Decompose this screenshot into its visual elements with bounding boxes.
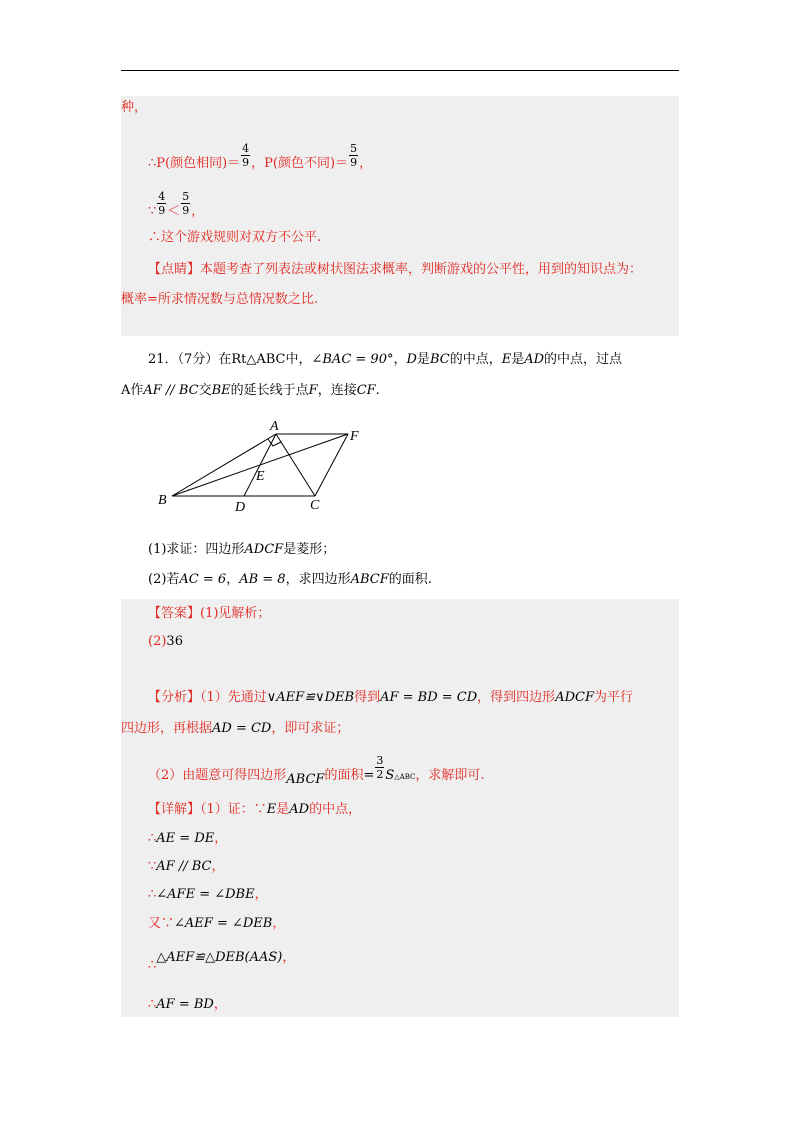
math: S	[385, 768, 395, 783]
detail-line	[148, 997, 227, 1013]
math: E	[266, 802, 277, 817]
detail-line	[148, 950, 296, 973]
math: BC	[429, 352, 450, 367]
label-b: B	[158, 493, 167, 508]
text: 得到	[354, 690, 381, 705]
text: ，	[272, 916, 286, 931]
text: 21．（7分）在	[148, 352, 232, 367]
fraction	[349, 142, 358, 169]
analysis-line	[148, 754, 485, 789]
because-symbol: ∵	[148, 204, 157, 219]
text: 是	[416, 352, 430, 367]
analysis-line	[148, 690, 633, 706]
text: 的中点，	[449, 352, 502, 367]
math: AD = CD	[212, 721, 272, 736]
comment-line: 概率=所求情况数与总情况数之比.	[121, 292, 319, 307]
math: ADCF	[244, 542, 284, 557]
math: E	[501, 352, 512, 367]
text: 的面积	[324, 768, 364, 783]
question-line	[121, 383, 380, 399]
question-part-2	[148, 572, 432, 588]
math: AF = BD	[156, 997, 214, 1012]
because-symbol: 又∵	[148, 916, 175, 931]
text: (2)若	[148, 572, 180, 587]
label-e: E	[256, 469, 265, 484]
math: AF // BC	[143, 383, 199, 398]
text: 【分析】（1）先通过	[148, 690, 267, 705]
text: 是菱形；	[283, 542, 336, 557]
math: Rt△ABC	[231, 352, 286, 367]
text: 的面积.	[388, 572, 432, 587]
text: ，求四边形	[285, 572, 351, 587]
math: ∠AFE = ∠DBE	[156, 887, 255, 902]
label-d: D	[235, 500, 246, 515]
punctuation: ，	[191, 204, 205, 219]
therefore-symbol: ∴	[148, 997, 157, 1012]
text: .	[375, 383, 380, 398]
text: ，得到四边形	[477, 690, 556, 705]
answer-line: 【答案】(1)见解析；	[148, 606, 271, 621]
header-rule	[121, 70, 679, 71]
math: AC = 6	[179, 572, 227, 587]
therefore-symbol: ∴	[148, 958, 157, 973]
detail-line	[148, 831, 227, 847]
text: 为平行	[593, 690, 633, 705]
label-a: A	[270, 419, 279, 434]
punctuation: ，	[359, 156, 373, 171]
analysis-line	[121, 721, 349, 737]
therefore-symbol: ∴	[148, 887, 157, 902]
math: AE = DE	[156, 831, 215, 846]
detail-line	[148, 916, 285, 932]
question-part-1	[148, 542, 335, 558]
p-same-label: ∴P(颜色相同)＝	[148, 156, 241, 171]
text: ，	[213, 997, 227, 1012]
math: △AEF≌△DEB(AAS)	[156, 950, 283, 965]
denominator: 2	[376, 768, 384, 781]
text: ，	[393, 352, 407, 367]
text: 的延长线于点	[230, 383, 309, 398]
math: AF // BC	[156, 859, 212, 874]
numerator: 4	[158, 190, 166, 203]
detail-line	[148, 802, 361, 818]
math: △ABC	[394, 773, 416, 781]
p-diff-label: ，P(颜色不同)＝	[251, 156, 349, 171]
segment-fc	[315, 434, 348, 496]
text: 是	[276, 802, 290, 817]
fraction	[157, 190, 166, 217]
text: ，即可求证；	[271, 721, 350, 736]
text: （2）由题意可得四边形	[148, 768, 287, 783]
numerator: 5	[350, 142, 358, 155]
fraction	[375, 754, 384, 781]
text: 中，	[285, 352, 312, 367]
math: ∠BAC = 90°	[311, 352, 394, 367]
fraction	[241, 142, 250, 169]
math: BE	[211, 383, 231, 398]
math: AD	[524, 352, 545, 367]
text: ，连接	[317, 383, 357, 398]
denominator: 9	[182, 204, 190, 217]
text: (2)	[148, 634, 167, 649]
answer-line	[148, 634, 183, 650]
text: ，	[282, 950, 296, 965]
therefore-symbol: ∴	[148, 831, 157, 846]
comparison-line	[148, 190, 205, 225]
numerator: 4	[242, 142, 250, 155]
numerator: 3	[376, 754, 384, 767]
fraction	[181, 190, 190, 217]
text: ，求解即可.	[415, 768, 485, 783]
less-than: ＜	[167, 204, 181, 219]
geometry-figure	[150, 416, 370, 516]
denominator: 9	[242, 156, 250, 169]
text: 的中点，过点	[544, 352, 623, 367]
segment-ac	[276, 434, 315, 496]
detail-line	[148, 859, 224, 875]
math: 36	[166, 634, 183, 649]
text: ，	[211, 859, 225, 874]
text: 交	[198, 383, 212, 398]
probability-line	[148, 142, 373, 177]
denominator: 9	[158, 204, 166, 217]
detail-line	[148, 887, 268, 903]
text: 是	[511, 352, 525, 367]
denominator: 9	[350, 156, 358, 169]
text: 四边形，再根据	[121, 721, 213, 736]
text: 的中点，	[309, 802, 362, 817]
label-f: F	[350, 429, 359, 444]
math: F	[308, 383, 318, 398]
math: ADCF	[555, 690, 594, 705]
question-line	[148, 352, 622, 368]
math: AD	[289, 802, 310, 817]
text: A作	[121, 383, 144, 398]
math: D	[406, 352, 417, 367]
text: 【详解】（1）证：∵	[148, 802, 267, 817]
conclusion-line: ∴这个游戏规则对双方不公平.	[148, 230, 322, 245]
text: ，	[226, 572, 240, 587]
math: ∠AEF = ∠DEB	[174, 916, 273, 931]
math: =	[363, 768, 375, 783]
math: CF	[356, 383, 376, 398]
math: ABCF	[286, 772, 325, 787]
comment-line: 【点睛】本题考查了列表法或树状图法求概率，判断游戏的公平性，用到的知识点为：	[148, 262, 643, 277]
math: ∨AEF≌∨DEB	[266, 690, 355, 705]
text: ，	[214, 831, 228, 846]
because-symbol: ∵	[148, 859, 157, 874]
numerator: 5	[182, 190, 190, 203]
math: ABCF	[350, 572, 389, 587]
text-line: 种，	[121, 100, 148, 115]
math: AF = BD = CD	[380, 690, 478, 705]
text: ，	[254, 887, 268, 902]
text: (1)求证：四边形	[148, 542, 245, 557]
math: AB = 8	[239, 572, 286, 587]
label-c: C	[310, 498, 320, 513]
